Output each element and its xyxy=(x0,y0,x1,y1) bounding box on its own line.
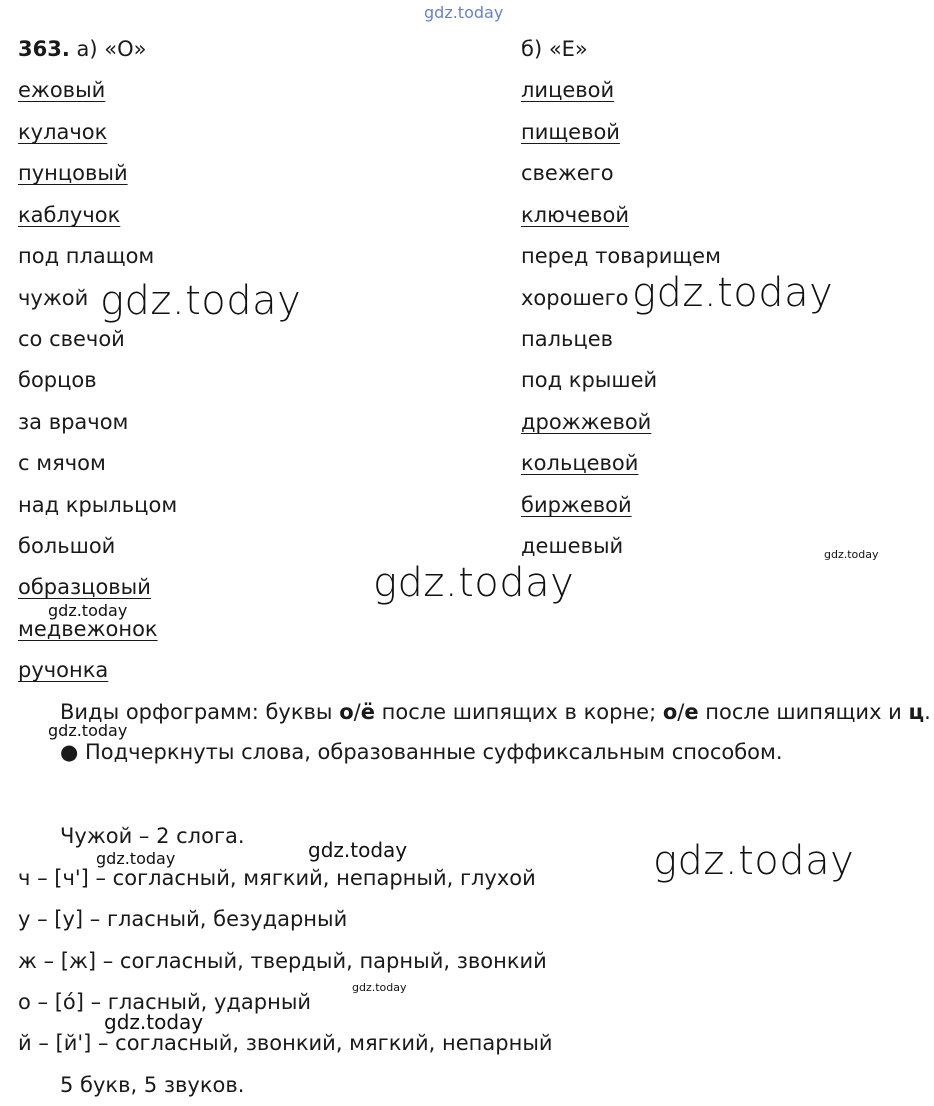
analysis-line: ч – [ч'] – согласный, мягкий, непарный, глухой xyxy=(18,866,536,890)
watermark-small: gdz.today xyxy=(48,721,128,740)
word-a-1: ежовый xyxy=(18,78,106,102)
summary-line: 5 букв, 5 звуков. xyxy=(60,1073,245,1097)
task-header xyxy=(18,36,146,62)
word-a-12: большой xyxy=(18,534,116,558)
watermark-large: gdz.today xyxy=(653,838,855,884)
word-a-3: пунцовый xyxy=(18,161,128,185)
word-a-8: борцов xyxy=(18,368,97,392)
task-number: 363. xyxy=(18,37,70,61)
word-a-4: каблучок xyxy=(18,203,121,227)
watermark-large: gdz.today xyxy=(373,560,575,606)
word-b-9: дрожжевой xyxy=(521,410,652,434)
word-a-11: над крыльцом xyxy=(18,493,178,517)
suffix-note: ● Подчеркнуты слова, образованные суффиксальным способом. xyxy=(60,740,783,764)
word-a-6: чужой xyxy=(18,286,89,310)
analysis-title: Чужой – 2 слога. xyxy=(60,824,245,848)
watermark-large: gdz.today xyxy=(100,278,302,324)
watermark-small: gdz.today xyxy=(48,601,128,620)
word-a-15: ручонка xyxy=(18,658,109,682)
analysis-line: ж – [ж] – согласный, твердый, парный, звонкий xyxy=(18,949,547,973)
word-a-9: за врачом xyxy=(18,410,129,434)
word-a-2: кулачок xyxy=(18,120,108,144)
watermark-tiny: gdz.today xyxy=(352,981,407,994)
word-a-7: со свечой xyxy=(18,327,125,351)
word-a-5: под плащом xyxy=(18,244,155,268)
word-b-12: дешевый xyxy=(521,534,624,558)
column-b-heading: б) «Е» xyxy=(521,37,588,61)
analysis-line: у – [у] – гласный, безударный xyxy=(18,907,348,931)
word-b-1: лицевой xyxy=(521,78,615,102)
word-b-8: под крышей xyxy=(521,368,658,392)
watermark-medium: gdz.today xyxy=(308,838,408,862)
watermark-tiny: gdz.today xyxy=(824,548,879,561)
word-b-6: хорошего xyxy=(521,286,629,310)
watermark-top: gdz.today xyxy=(424,3,504,22)
word-b-7: пальцев xyxy=(521,327,613,351)
analysis-line: о – [о́] – гласный, ударный xyxy=(18,990,312,1014)
word-b-3: свежего xyxy=(521,161,614,185)
word-b-10: кольцевой xyxy=(521,451,639,475)
watermark-medium: gdz.today xyxy=(104,1010,204,1034)
analysis-line: й – [й'] – согласный, звонкий, мягкий, непарный xyxy=(18,1031,553,1055)
column-a-heading: а) «О» xyxy=(76,37,147,61)
word-a-14: медвежонок xyxy=(18,617,158,641)
word-b-2: пищевой xyxy=(521,120,620,144)
word-a-10: с мячом xyxy=(18,451,106,475)
watermark-small: gdz.today xyxy=(96,849,176,868)
word-a-13: образцовый xyxy=(18,575,151,599)
orthogram-line: Виды орфограмм: буквы о/ё после шипящих в корне; о/е после шипящих и ц. xyxy=(60,700,931,724)
word-b-11: биржевой xyxy=(521,493,632,517)
watermark-large: gdz.today xyxy=(632,270,834,316)
word-b-5: перед товарищем xyxy=(521,244,721,268)
word-b-4: ключевой xyxy=(521,203,629,227)
